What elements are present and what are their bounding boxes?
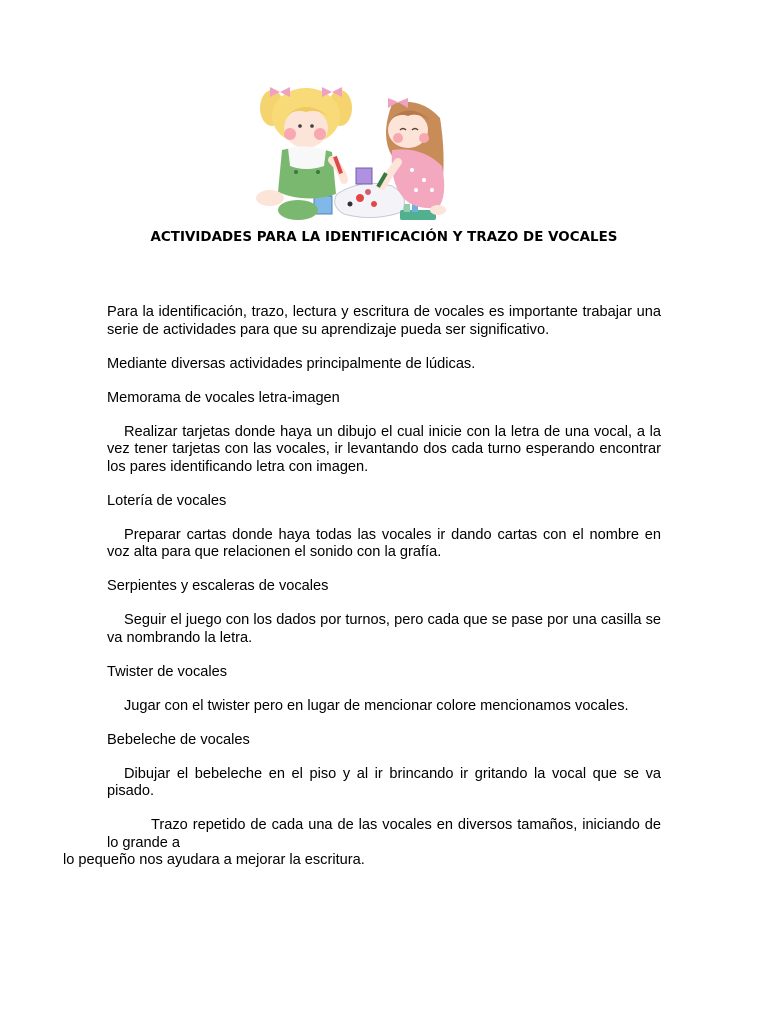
activity-description: Dibujar el bebeleche en el piso y al ir brincando ir gritando la vocal que se va pisado. <box>107 765 661 799</box>
document-title: ACTIVIDADES PARA LA IDENTIFICACIÓN Y TRAZO DE VOCALES <box>150 230 618 245</box>
closing-line-2: lo pequeño nos ayudara a mejorar la escritura. <box>63 852 365 868</box>
activity-heading: Twister de vocales <box>107 663 228 680</box>
activity-description: Jugar con el twister pero en lugar de mencionar colore mencionamos vocales. <box>124 697 629 714</box>
document-body <box>63 304 661 870</box>
activity-heading: Bebeleche de vocales <box>107 731 250 748</box>
activity-description: Realizar tarjetas donde haya un dibujo el cual inicie con la letra de una vocal, a la vez tener tarjetas con las vocales, ir levantando dos cada turno esperando encontrar los pares identificando letra con imagen. <box>107 423 661 475</box>
activity-heading: Lotería de vocales <box>107 492 227 509</box>
subintro-paragraph: Mediante diversas actividades principalmente de lúdicas. <box>107 355 476 372</box>
activity-heading: Serpientes y escaleras de vocales <box>107 578 329 594</box>
girls-drawing-illustration <box>252 86 448 230</box>
activity-description: Preparar cartas donde haya todas las vocales ir dando cartas con el nombre en voz alta para que relacionen el sonido con la grafía. <box>107 526 661 560</box>
activity-heading: Memorama de vocales letra-imagen <box>107 389 340 406</box>
intro-paragraph: Para la identificación, trazo, lectura y escritura de vocales es importante trabajar una serie de actividades para que su aprendizaje pueda ser significativo. <box>107 304 661 338</box>
activity-description: Seguir el juego con los dados por turnos, pero cada que se pase por una casilla se va nombrando la letra. <box>107 612 661 646</box>
closing-paragraph <box>63 817 661 870</box>
closing-line-1: Trazo repetido de cada una de las vocales en diversos tamaños, iniciando de lo grande a <box>107 817 661 851</box>
